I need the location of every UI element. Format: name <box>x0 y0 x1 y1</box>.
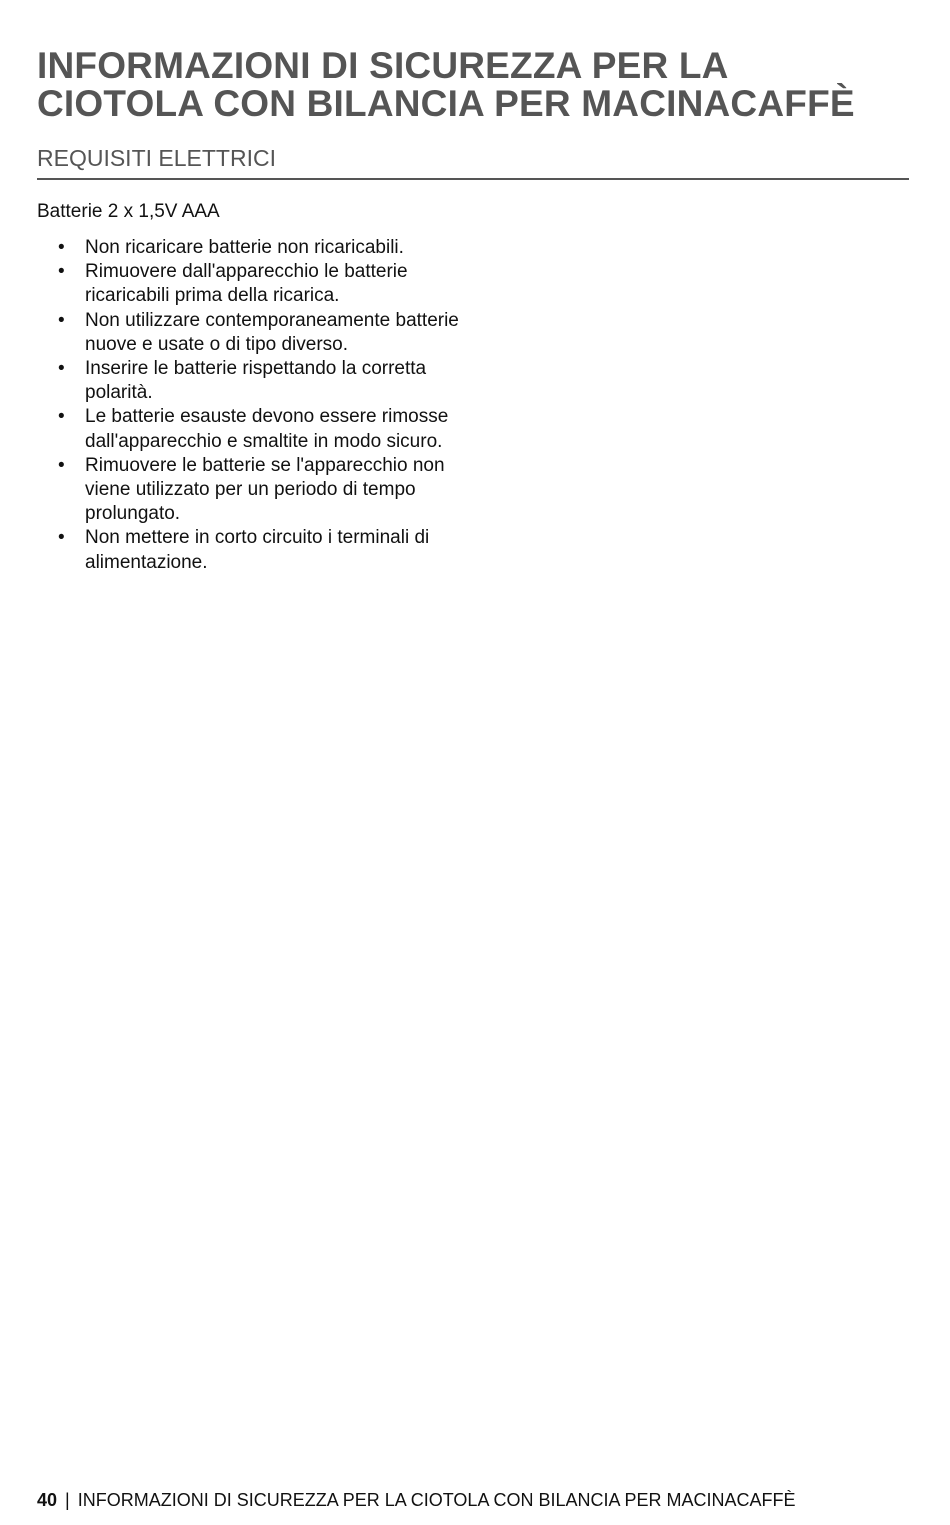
bullet-icon: • <box>58 358 65 380</box>
bullet-icon: • <box>58 454 65 476</box>
list-item <box>37 309 477 357</box>
footer-title: INFORMAZIONI DI SICUREZZA PER LA CIOTOLA CON BILANCIA PER MACINACAFFÈ <box>77 1490 796 1510</box>
list-item <box>37 357 477 405</box>
list-item-text: Inserire le batterie rispettando la corretta polarità. <box>85 358 427 404</box>
list-item-text: Non utilizzare contemporaneamente batterie nuove e usate o di tipo diverso. <box>85 309 459 355</box>
bullet-icon: • <box>58 309 65 331</box>
list-item <box>37 236 477 260</box>
list-item <box>37 260 477 308</box>
section-title: REQUISITI ELETTRICI <box>37 145 276 171</box>
section-divider <box>37 178 909 180</box>
list-item-text: Rimuovere dall'apparecchio le batterie ricaricabili prima della ricarica. <box>85 261 408 307</box>
bullet-icon: • <box>58 527 65 549</box>
battery-spec: Batterie 2 x 1,5V AAA <box>37 201 220 222</box>
list-item-text: Non mettere in corto circuito i terminali di alimentazione. <box>85 527 430 573</box>
footer-separator: | <box>65 1490 70 1510</box>
list-item-text: Le batterie esauste devono essere rimosse dall'apparecchio e smaltite in modo sicuro. <box>85 406 449 452</box>
page-number: 40 <box>37 1490 58 1510</box>
list-item-text: Rimuovere le batterie se l'apparecchio non viene utilizzato per un periodo di tempo prolungato. <box>85 454 445 525</box>
bullet-icon: • <box>58 261 65 283</box>
page-footer <box>37 1488 796 1512</box>
page-title <box>37 47 917 123</box>
page-title-line-1: INFORMAZIONI DI SICUREZZA PER LA <box>37 45 729 86</box>
battery-safety-list <box>37 236 477 575</box>
list-item <box>37 526 477 574</box>
list-item-text: Non ricaricare batterie non ricaricabili. <box>85 237 404 258</box>
page-title-line-2: CIOTOLA CON BILANCIA PER MACINACAFFÈ <box>37 83 855 124</box>
bullet-icon: • <box>58 406 65 428</box>
list-item <box>37 405 477 453</box>
list-item <box>37 454 477 527</box>
bullet-icon: • <box>58 237 65 258</box>
